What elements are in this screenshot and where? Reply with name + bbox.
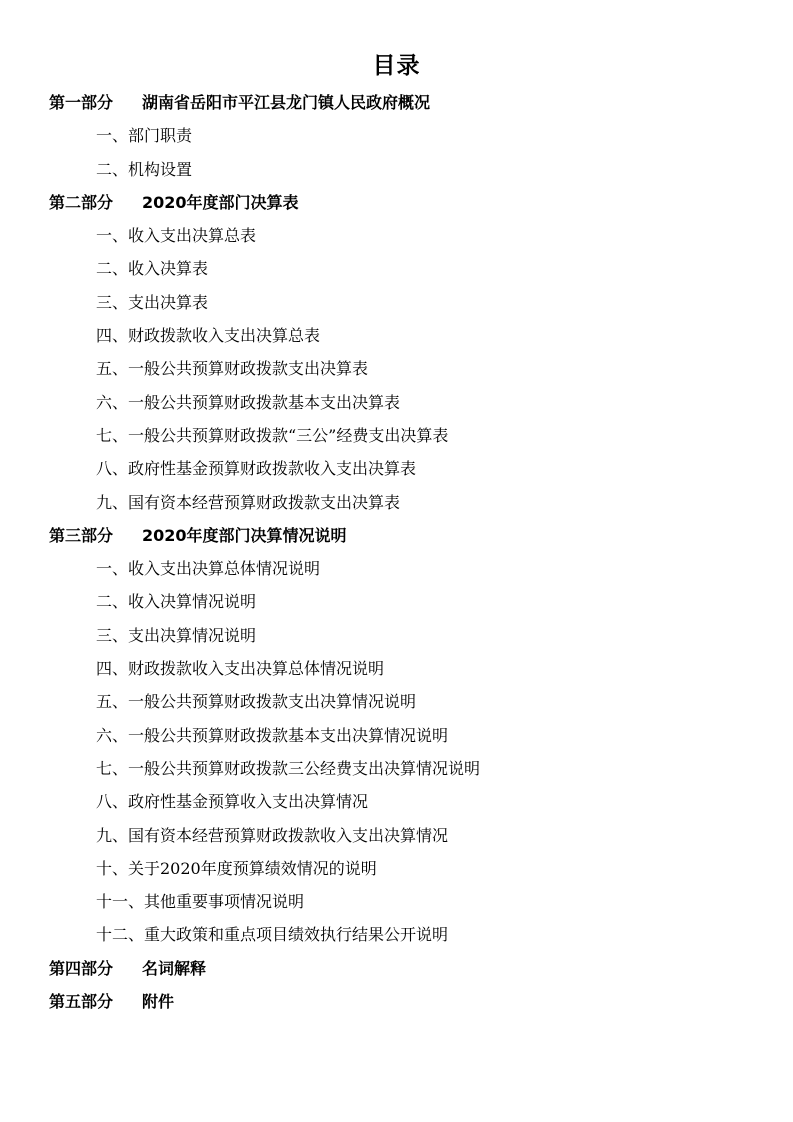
toc-part-1 xyxy=(0,86,793,119)
toc-item: 六、一般公共预算财政拨款基本支出决算情况说明 xyxy=(96,725,449,745)
toc-item: 八、政府性基金预算收入支出决算情况 xyxy=(96,792,369,812)
toc-item: 二、收入决算情况说明 xyxy=(96,592,257,612)
part-label: 第一部分 xyxy=(49,93,114,112)
part-title: 湖南省岳阳市平江县龙门镇人民政府概况 xyxy=(142,93,431,112)
toc-item: 五、一般公共预算财政拨款支出决算表 xyxy=(96,359,369,379)
toc-item: 一、收入支出决算总表 xyxy=(96,226,257,246)
toc-item: 三、支出决算情况说明 xyxy=(96,625,257,645)
toc-item: 十二、重大政策和重点项目绩效执行结果公开说明 xyxy=(96,925,449,945)
toc-item: 二、收入决算表 xyxy=(96,259,209,279)
toc-part-4 xyxy=(0,952,793,985)
toc-item: 四、财政拨款收入支出决算总体情况说明 xyxy=(96,659,385,679)
toc-list xyxy=(0,86,793,1018)
toc-title: 目录 xyxy=(372,53,421,79)
part-title: 附件 xyxy=(142,992,175,1012)
toc-item: 十、关于2020年度预算绩效情况的说明 xyxy=(96,858,377,878)
toc-part-5 xyxy=(0,985,793,1018)
toc-item: 一、收入支出决算总体情况说明 xyxy=(96,559,321,579)
part-title: 名词解释 xyxy=(142,958,207,978)
part-label: 第四部分 xyxy=(49,958,114,978)
toc-part-3 xyxy=(0,519,793,552)
toc-item: 十一、其他重要事项情况说明 xyxy=(96,892,305,912)
part-label: 第二部分 xyxy=(49,192,114,212)
part-title: 2020年度部门决算表 xyxy=(142,192,299,212)
toc-item: 四、财政拨款收入支出决算总表 xyxy=(96,326,321,346)
part-label: 第三部分 xyxy=(49,525,114,545)
toc-item: 七、一般公共预算财政拨款“三公”经费支出决算表 xyxy=(96,425,449,445)
toc-item: 九、国有资本经营预算财政拨款收入支出决算情况 xyxy=(96,825,449,845)
part-label: 第五部分 xyxy=(49,992,114,1012)
toc-item: 五、一般公共预算财政拨款支出决算情况说明 xyxy=(96,692,417,712)
toc-item: 二、机构设置 xyxy=(96,159,193,179)
toc-item: 八、政府性基金预算财政拨款收入支出决算表 xyxy=(96,459,417,479)
toc-item: 九、国有资本经营预算财政拨款支出决算表 xyxy=(96,492,401,512)
toc-item: 七、一般公共预算财政拨款三公经费支出决算情况说明 xyxy=(96,758,481,778)
toc-part-2 xyxy=(0,186,793,219)
part-title: 2020年度部门决算情况说明 xyxy=(142,525,347,545)
toc-item: 一、部门职责 xyxy=(96,126,193,146)
toc-item: 三、支出决算表 xyxy=(96,292,209,312)
toc-item: 六、一般公共预算财政拨款基本支出决算表 xyxy=(96,392,401,412)
